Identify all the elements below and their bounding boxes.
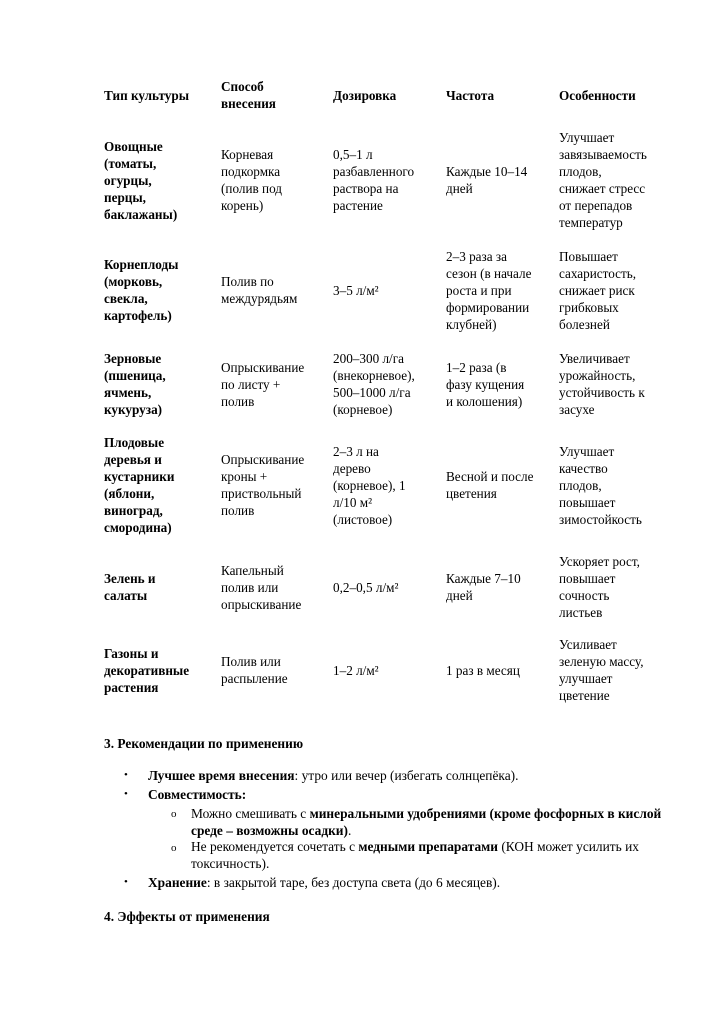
sub-bullet-marker: o [171,808,177,820]
table-cell: Зерновые (пшеница, ячмень, кукуруза) [104,351,166,417]
best-time-text: : утро или вечер (избегать солнцепёка). [294,768,519,783]
storage-text: : в закрытой таре, без доступа света (до 6 месяцев). [206,875,501,890]
header-cell: Частота [446,87,495,103]
compat-mineral-item: Можно смешивать с минеральными удобрениями (кроме фосфорных в кислой среде – возможны осадки). [191,806,662,838]
table-cell: Полив или распыление [221,654,288,686]
header-cell: Особенности [559,87,636,103]
table-cell: Полив по междурядьям [221,274,298,306]
section-4-heading: 4. Эффекты от применения [104,909,270,924]
bullet-marker: • [124,876,128,888]
table-cell: 0,5–1 л разбавленного раствора на растение [333,147,415,213]
table-cell: Овощные (томаты, огурцы, перцы, баклажаны) [104,138,178,222]
table-cell: 1 раз в месяц [446,662,520,678]
bullet-marker: • [124,769,128,781]
table-cell: Зелень и салаты [104,571,156,603]
table-row [95,630,665,710]
storage-item [148,874,688,891]
sub-bullet-marker: o [171,842,177,854]
storage-label: Хранение [148,875,207,890]
table-cell: Плодовые деревья и кустарники (яблони, виноград, смородина) [104,435,175,535]
table-cell: Опрыскивание кроны + приствольный полив [221,452,305,518]
table-cell: Ускоряет рост, повышает сочность листьев [559,554,640,620]
table-cell: Весной и после цветения [446,469,534,501]
table-cell: 1–2 л/м² [333,662,379,678]
table-cell: Каждые 10–14 дней [446,164,528,196]
table-cell: Повышает сахаристость, снижает риск грибковых болезней [559,248,637,332]
table-cell: 3–5 л/м² [333,282,379,298]
table-cell: 0,2–0,5 л/м² [333,579,399,595]
table-cell: Опрыскивание по листу + полив [221,359,305,409]
table-cell: Усиливает зеленую массу, улучшает цветение [559,637,644,703]
table-row [95,342,665,426]
header-cell: Способ внесения [221,79,276,111]
section-3-heading: 3. Рекомендации по применению [104,736,304,751]
compatibility-item: Совместимость: [148,787,247,802]
best-time-label: Лучшее время внесения [148,768,295,783]
table-cell: Газоны и декоративные растения [104,645,190,695]
table-cell: Улучшает качество плодов, повышает зимостойкость [559,443,642,527]
table-row [95,426,665,544]
table-cell: Увеличивает урожайность, устойчивость к засухе [559,351,645,417]
compat-copper-item: Не рекомендуется сочетать с медными препаратами (КОН может усилить их токсичность). [191,839,639,871]
table-cell: 1–2 раза (в фазу кущения и колошения) [446,359,525,409]
table-cell: Корнеплоды (морковь, свекла, картофель) [104,257,179,323]
table-cell: Каждые 7–10 дней [446,571,521,603]
table-cell: Капельный полив или опрыскивание [221,562,302,612]
fertilizer-table [95,68,665,710]
table-cell: 2–3 раза за сезон (в начале роста и при формировании клубней) [446,248,532,332]
header-cell: Тип культуры [104,87,190,103]
bullet-marker: • [124,788,128,800]
table-cell: Улучшает завязываемость плодов, снижает стресс от перепадов температур [559,130,647,230]
table-cell: 200–300 л/га (внекорневое), 500–1000 л/га (корневое) [333,351,415,417]
best-time-item [148,767,688,784]
table-header-row [95,68,665,122]
table-row [95,238,665,342]
table-row [95,122,665,238]
header-cell: Дозировка [333,87,397,103]
compatibility-label: Совместимость [148,787,242,802]
table-row [95,544,665,630]
table-cell: Корневая подкормка (полив под корень) [221,147,283,213]
table-cell: 2–3 л на дерево (корневое), 1 л/10 м² (листовое) [333,443,406,527]
